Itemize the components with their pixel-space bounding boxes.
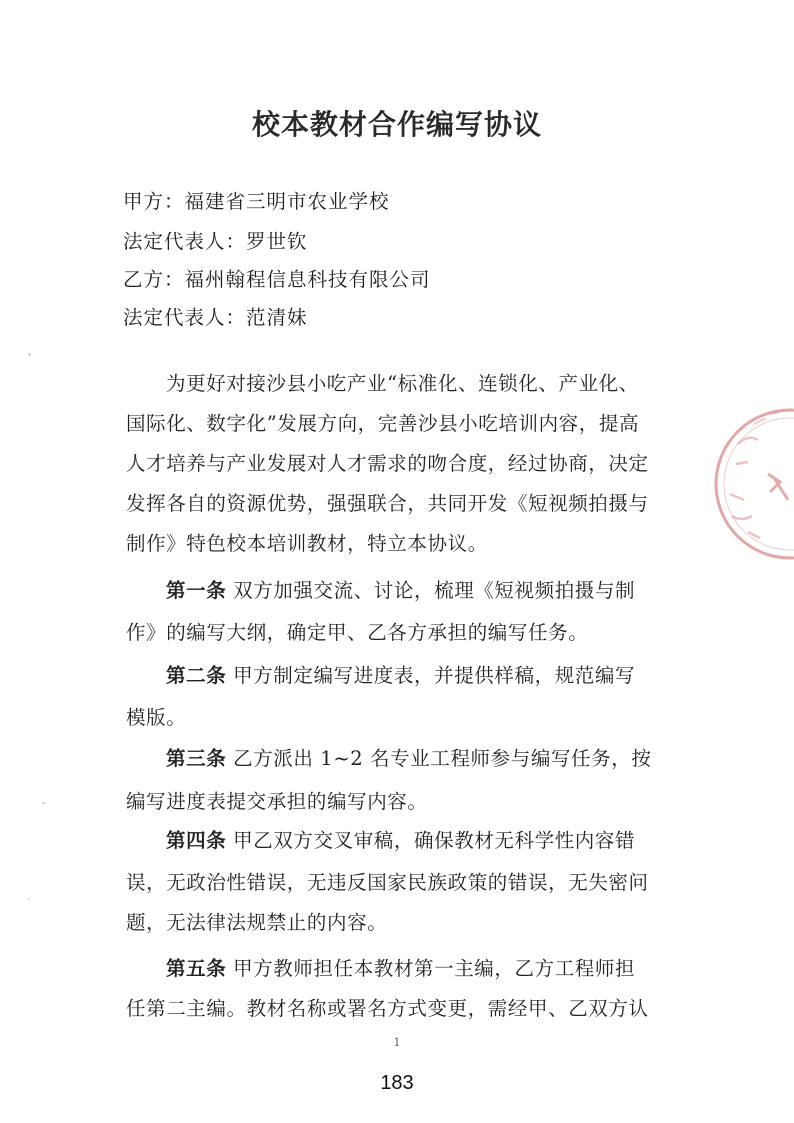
body-line: 编写进度表提交承担的编写内容。 [126, 790, 428, 813]
scan-speck [28, 353, 31, 356]
article-3: 第三条 乙方派出 1~2 名专业工程师参与编写任务，按 [166, 747, 652, 770]
page-number-large: 183 [380, 1072, 414, 1094]
article-heading: 第一条 [166, 579, 227, 602]
body-line: 任第二主编。教材名称或署名方式变更，需经甲、乙双方认 [126, 997, 649, 1020]
scan-speck [28, 898, 30, 900]
party-b-representative: 法定代表人：范清妹 [123, 306, 308, 329]
article-heading: 第三条 [166, 747, 227, 770]
body-line: 国际化、数字化”发展方向，完善沙县小吃培训内容，提高 [126, 412, 640, 435]
body-line: 发挥各自的资源优势，强强联合，共同开发《短视频拍摄与 [126, 492, 649, 515]
body-line: 为更好对接沙县小吃产业“标准化、连锁化、产业化、 [166, 372, 639, 395]
party-a-representative: 法定代表人：罗世钦 [123, 230, 308, 253]
body-line: 人才培养与产业发展对人才需求的吻合度，经过协商，决定 [126, 452, 649, 475]
party-b: 乙方：福州翰程信息科技有限公司 [123, 268, 431, 291]
body-line: 作》的编写大纲，确定甲、乙各方承担的编写任务。 [126, 621, 589, 644]
body-line: 误，无政治性错误，无违反国家民族政策的错误，无失密问 [126, 871, 649, 894]
page-number-small: 1 [393, 1036, 401, 1049]
party-a: 甲方：福建省三明市农业学校 [123, 190, 390, 213]
article-5: 第五条 甲方教师担任本教材第一主编，乙方工程师担 [166, 957, 636, 980]
article-2: 第二条 甲方制定编写进度表，并提供样稿，规范编写 [166, 664, 636, 687]
article-1: 第一条 双方加强交流、讨论，梳理《短视频拍摄与制 [166, 579, 636, 602]
article-4: 第四条 甲乙双方交叉审稿，确保教材无科学性内容错 [166, 829, 636, 852]
article-heading: 第四条 [166, 829, 227, 852]
company-seal-stamp [708, 404, 794, 564]
body-line: 模版。 [126, 706, 187, 729]
scan-speck [42, 802, 45, 804]
body-line: 题，无法律法规禁止的内容。 [126, 911, 388, 934]
body-line: 制作》特色校本培训教材，特立本协议。 [126, 532, 488, 555]
article-heading: 第二条 [166, 664, 227, 687]
article-heading: 第五条 [166, 957, 227, 980]
document-title: 校本教材合作编写协议 [251, 108, 542, 141]
